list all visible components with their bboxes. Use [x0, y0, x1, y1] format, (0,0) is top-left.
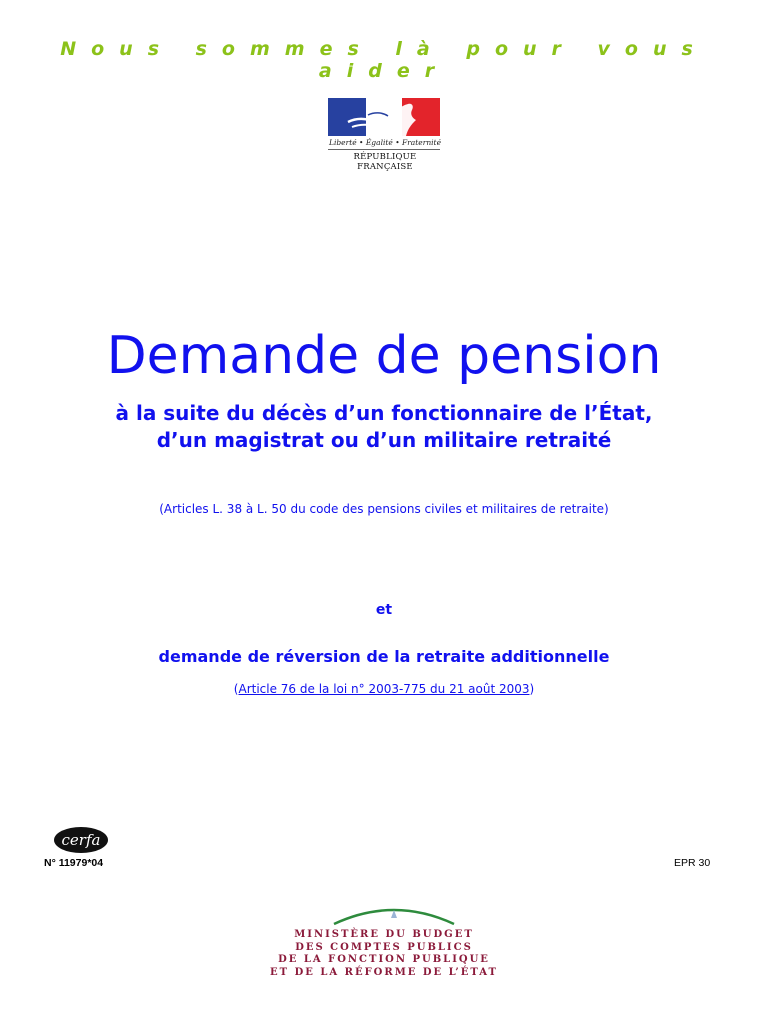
epr-code: EPR 30 [674, 857, 711, 869]
ministere-line-4: ET DE LA RÉFORME DE L’ÉTAT [270, 966, 498, 978]
cerfa-logo [53, 826, 109, 854]
ministere-line-2: DES COMPTES PUBLICS [295, 941, 473, 953]
reversion-heading: demande de réversion de la retraite additionnelle [158, 647, 610, 666]
tricolor-flag-icon [328, 98, 440, 136]
document-title: Demande de pension [106, 326, 662, 386]
marianne-profile-icon [328, 98, 440, 136]
ministere-arc-icon [330, 902, 458, 926]
republic-motto: Liberté • Égalité • Fraternité [328, 138, 442, 147]
subtitle-line-1: à la suite du décès d’un fonctionnaire de l’État, [115, 401, 653, 425]
law-reference-link[interactable]: Article 76 de la loi n° 2003-775 du 21 août 2003 [238, 682, 530, 696]
cerfa-number: N° 11979*04 [44, 857, 104, 869]
ministere-label [0, 929, 768, 979]
logo-divider [328, 149, 440, 150]
law-reference [0, 682, 768, 696]
ministere-line-3: DE LA FONCTION PUBLIQUE [278, 954, 490, 965]
articles-reference: (Articles L. 38 à L. 50 du code des pensions civiles et militaires de retraite) [159, 502, 609, 516]
subtitle-line-2: d’un magistrat ou d’un militaire retraité [156, 428, 612, 452]
law-close-paren: ) [529, 682, 535, 696]
tagline: Nous sommes là pour vous aider [60, 38, 708, 82]
document-subtitle [0, 400, 768, 454]
republique-francaise-label: RÉPUBLIQUE FRANÇAISE [353, 152, 417, 172]
ministere-line-1: MINISTÈRE DU BUDGET [294, 929, 474, 940]
law-open-paren: ( [233, 682, 239, 696]
conjunction-et: et [375, 602, 393, 618]
svg-text:cerfa: cerfa [61, 831, 101, 849]
marianne-logo [326, 98, 444, 172]
